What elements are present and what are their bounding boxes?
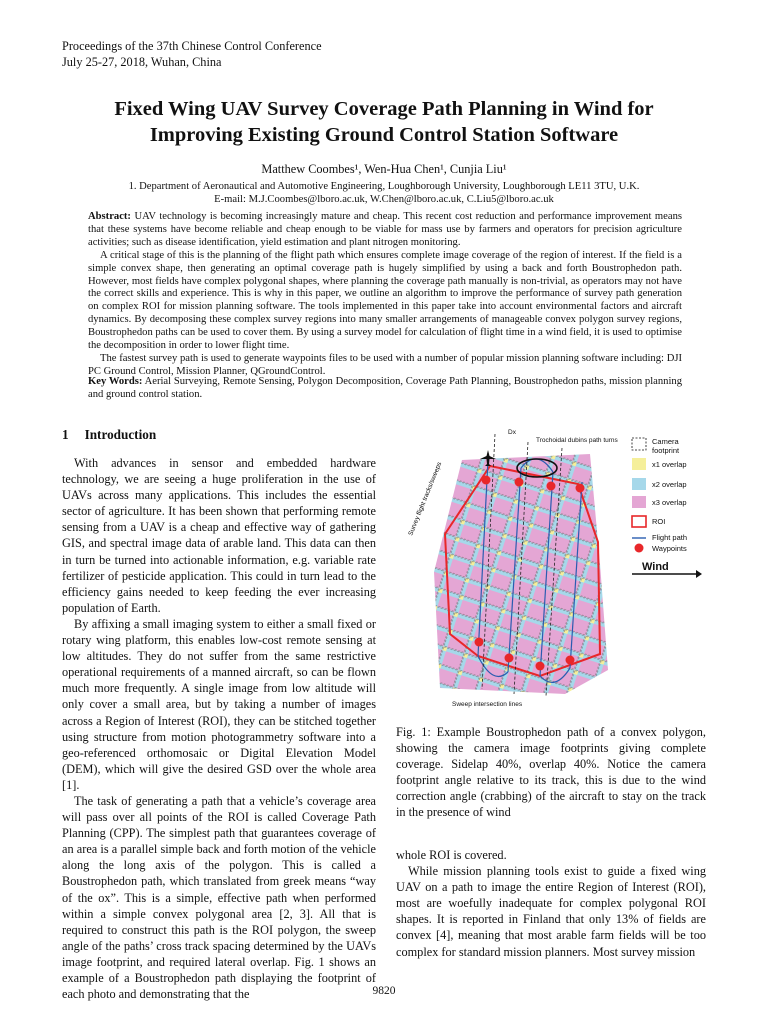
section-title: Introduction <box>84 427 157 442</box>
figure-1 <box>400 424 706 714</box>
right-column <box>396 847 706 960</box>
proceedings-date: July 25-27, 2018, Wuhan, China <box>62 55 222 69</box>
intro-paragraph-3: The task of generating a path that a vehicle’s coverage area will pass over all points of the ROI is called Coverage Path Planning (CPP). The simplest path that guarantees coverage of an area is a parallel simple back and forth motion of the vehicle along the long axis of the polygon. This is called a Boustrophedon path, which translated from greek means “way of the ox”. This is a simple, effective path when performed within a simple convex polygonal area [2, 3]. All that is required to construct this path is the ROI polygon, the sweep angle of the paths’ cross track spacing determined by the UAVs image footprint, and required lateral overlap. Fig. 1 shows an example of a Boustrophedon path displaying the footprint of each photo and demonstrating that the <box>62 793 376 1002</box>
wind-label: Wind <box>642 561 669 573</box>
proceedings-header <box>62 38 322 70</box>
section-heading <box>62 427 156 443</box>
intro-paragraph-2: By affixing a small imaging system to either a small fixed or rotary wing platform, this enables low-cost remote sensing at low altitudes. They do not suffer from the same restrictive operational requirements of a manned aircraft, so can be flown much more frequently. A single image from low altitude will only cover a small area, but by taking a number of images across a Region of Interest (ROI), they can be stitched together using structure from motion photogrammetry software into a geo-referenced orthomosaic or Digital Elevation Model (DEM), which will give the desired GSD over the whole area [1]. <box>62 616 376 792</box>
section-number: 1 <box>62 427 69 442</box>
legend-camera-swatch <box>632 438 646 450</box>
affiliation <box>40 180 728 206</box>
figure-caption: Fig. 1: Example Boustrophedon path of a convex polygon, showing the camera image footprints giving complete coverage. Sidelap 40%, overlap 40%. Notice the camera footprint angle relative to its track, this is due to the wind correction angle (crabbing) of the aircraft to stay on the track in the presence of wind <box>396 725 706 819</box>
legend-waypoint-swatch <box>635 544 644 553</box>
legend-x1-swatch <box>632 458 646 470</box>
affiliation-email: E-mail: M.J.Coombes@lboro.ac.uk, W.Chen@lboro.ac.uk, C.Liu5@lboro.ac.uk <box>214 194 554 205</box>
legend-waypoints: Waypoints <box>652 544 687 553</box>
trochoidal-label: Trochoidal dubins path turns <box>536 437 618 444</box>
left-column <box>62 455 376 1002</box>
abstract-label: Abstract: <box>88 211 131 222</box>
paper-title <box>40 96 728 148</box>
legend-flight-path: Flight path <box>652 533 688 542</box>
sweep-intersection-label: Sweep intersection lines <box>452 701 523 708</box>
wind-arrowhead-icon <box>696 570 702 578</box>
legend-camera: Camera <box>652 437 679 446</box>
title-line-2: Improving Existing Ground Control Station Software <box>149 124 619 146</box>
legend-x3-swatch <box>632 496 646 508</box>
keywords-text: Aerial Surveying, Remote Sensing, Polygon Decomposition, Coverage Path Planning, Boustrophedon paths, mission planning and ground control station. <box>88 376 682 400</box>
legend-x3: x3 overlap <box>652 498 687 507</box>
right-paragraph-2: While mission planning tools exist to guide a fixed wing UAV on a path to image the entire Region of Interest (ROI), most are woefully inadequate for complex polygonal ROI shapes. It is reported in Finland that only 13% of fields are convex [4], meaning that most arable farm fields will be too complex for standard mission planners. Most survey mission <box>396 864 706 959</box>
proceedings-name: Proceedings of the 37th Chinese Control Conference <box>62 39 322 53</box>
affiliation-dept: 1. Department of Aeronautical and Automotive Engineering, Loughborough University, Loughborough LE11 3TU, U.K. <box>128 181 640 192</box>
legend-roi: ROI <box>652 517 666 526</box>
right-paragraph-1: whole ROI is covered. <box>396 848 507 862</box>
legend-roi-swatch <box>632 516 646 527</box>
legend-x2-swatch <box>632 478 646 490</box>
legend-x1: x1 overlap <box>652 460 687 469</box>
abstract <box>88 211 682 379</box>
keywords-label: Key Words: <box>88 376 143 387</box>
boustrophedon-diagram <box>400 424 706 714</box>
intro-paragraph-1: With advances in sensor and embedded hardware technology, we are seeing a huge proliferation in the use of UAVs across many applications. This includes the essential sector of agriculture. It has been shown that performing remote sensing from a UAV is a cheap and effective way of gathering GIS, and spectral image data of arable land. This data can then in turn be turned into actionable information, e.g. variable rate fertilizer of pesticide application. This could in turn lead to the efficiency gains needed to keep feeding the ever increasing population of Earth. <box>62 456 376 615</box>
title-line-1: Fixed Wing UAV Survey Coverage Path Planning in Wind for <box>114 98 654 120</box>
abstract-p2: A critical stage of this is the planning of the flight path which ensures complete image coverage of the region of interest. If the field is a simple convex shape, then generating an optimal coverage path is hugely simplified by using a back and forth Boustrophedon path. However, most fields have complex polygonal shapes, where planning the coverage path manually is non-trivial, as operators may not have the correct skills and experience. This is why in this paper, we outline an algorithm to improve the performance of survey path generation on complex ROI for mission planning software. The tools implemented in this paper take into account environmental factors and aircraft dynamics. By decomposing these complex survey regions into many smaller arrangements of manageable convex polygon survey regions, Boustrophedon paths can be used to cover them. By using a survey model for calculation of flight time in a wind field, it is used to optimise the decomposition in order to lower flight time. <box>88 249 682 352</box>
keywords <box>88 376 682 402</box>
survey-tracks-label: Survey flight tracks/sweeps <box>407 461 444 537</box>
legend-x2: x2 overlap <box>652 480 687 489</box>
page-number: 9820 <box>372 985 396 997</box>
abstract-p3: The fastest survey path is used to generate waypoints files to be used with a number of popular mission planning software including: DJI PC Ground Control, Mission Planner, QGroundControl. <box>88 352 682 377</box>
authors: Matthew Coombes¹, Wen-Hua Chen¹, Cunjia Liu¹ <box>261 162 507 176</box>
dx-label: Dx <box>508 429 516 436</box>
abstract-p1: UAV technology is becoming increasingly mature and cheap. This recent cost reduction and performance improvement means that these systems have become reliable and cheap enough to be viable for mass use by farmers and operators for precision agriculture activities; such as disease identification, yield estimation and plant nitrogen monitoring. <box>88 211 682 248</box>
legend <box>632 437 702 578</box>
legend-footprint: footprint <box>652 446 680 455</box>
